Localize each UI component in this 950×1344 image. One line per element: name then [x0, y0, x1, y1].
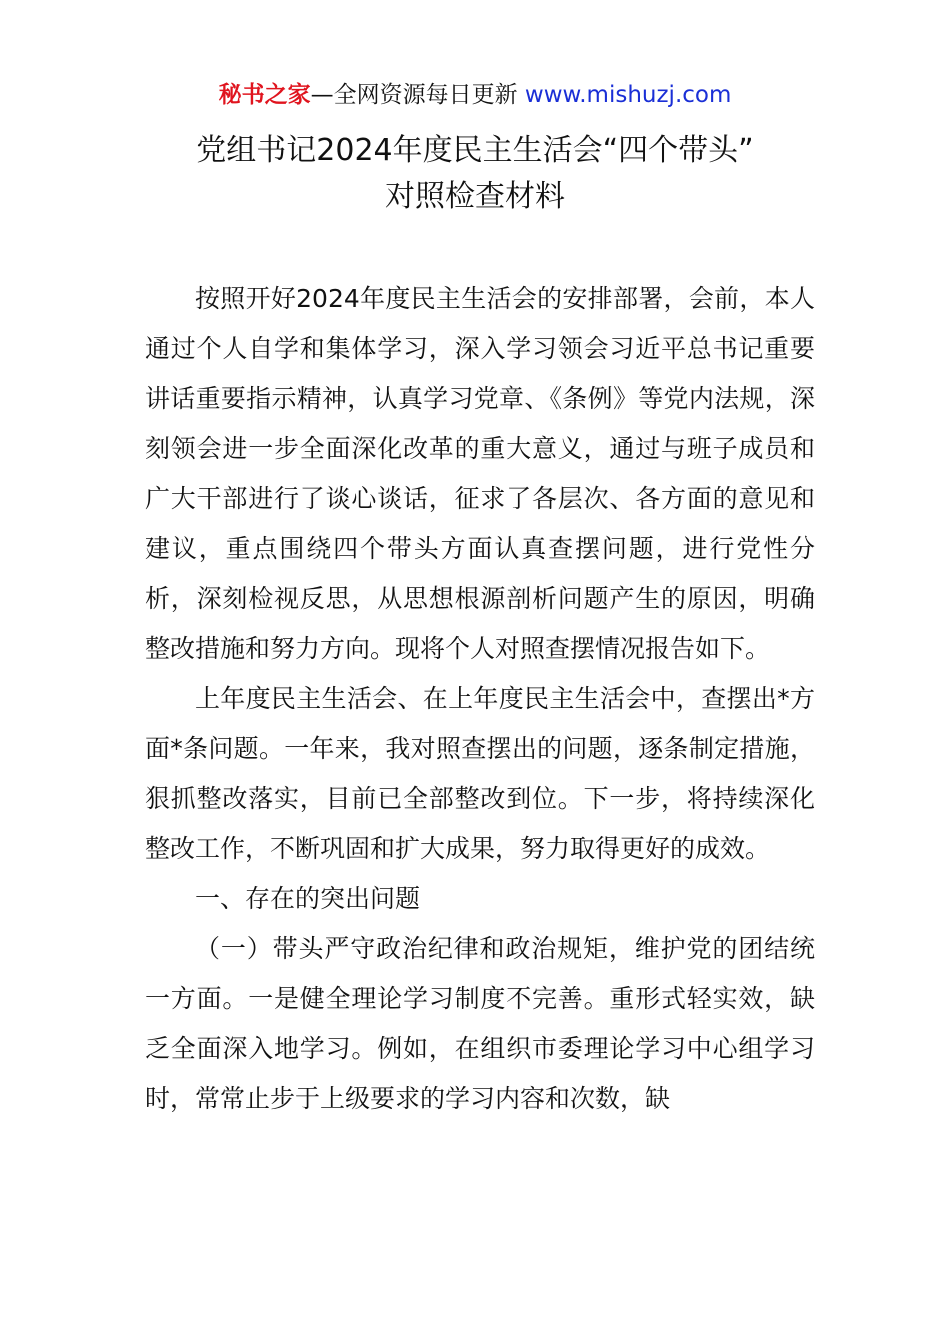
document-title-line-2: 对照检查材料 — [385, 179, 565, 214]
section-heading-problems: 一、存在的突出问题 — [195, 884, 421, 913]
document-title-line-1: 党组书记2024年度民主生活会“四个带头” — [196, 133, 754, 168]
website-url[interactable]: www.mishuzj.com — [524, 82, 732, 108]
paragraph-problem-one: （一）带头严守政治纪律和政治规矩，维护党的团结统一方面。一是健全理论学习制度不完善。重形式轻实效，缺乏全面深入地学习。例如，在组织市委理论学习中心组学习时，常常止步于上级要求的学习内容和次数，缺 — [145, 934, 815, 1113]
banner-slogan: —全网资源每日更新 — [310, 82, 525, 108]
paragraph-intro: 按照开好2024年度民主生活会的安排部署，会前，本人通过个人自学和集体学习，深入学习领会习近平总书记重要讲话重要指示精神，认真学习党章、《条例》等党内法规，深刻领会进一步全面深化改革的重大意义，通过与班子成员和广大干部进行了谈心谈话，征求了各层次、各方面的意见和建议，重点围绕四个带头方面认真查摆问题，进行党性分析，深刻检视反思，从思想根源剖析问题产生的原因，明确整改措施和努力方向。现将个人对照查摆情况报告如下。 — [145, 284, 815, 663]
header-banner — [0, 80, 950, 110]
document-body — [145, 274, 815, 1124]
brand-name: 秘书之家 — [218, 82, 311, 108]
paragraph-last-year-review: 上年度民主生活会、在上年度民主生活会中，查摆出*方面*条问题。一年来，我对照查摆出的问题，逐条制定措施，狠抓整改落实，目前已全部整改到位。下一步，将持续深化整改工作，不断巩固和扩大成果，努力取得更好的成效。 — [145, 684, 815, 863]
